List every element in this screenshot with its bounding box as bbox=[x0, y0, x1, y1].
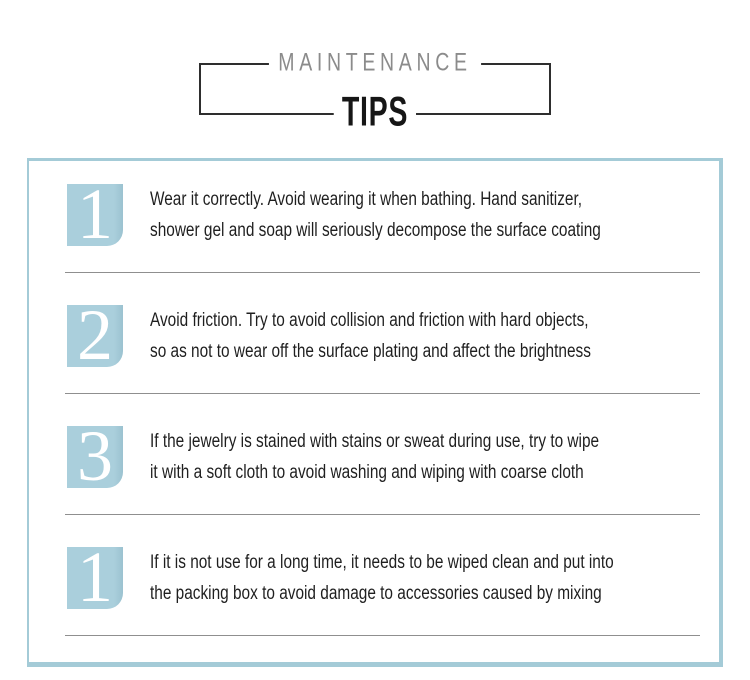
tip-number-badge-2: 2 bbox=[67, 305, 123, 367]
tip-2-line-2: so as not to wear off the surface plating and affect the brightness bbox=[150, 341, 591, 362]
tip-row-4 bbox=[65, 537, 700, 617]
tips-panel bbox=[27, 158, 723, 667]
tip-number-badge-4: 1 bbox=[67, 547, 123, 609]
divider-4 bbox=[65, 635, 700, 636]
tip-1-line-1: Wear it correctly. Avoid wearing it when bathing. Hand sanitizer, bbox=[150, 189, 582, 210]
title-tips: TIPS bbox=[334, 89, 417, 135]
divider-2 bbox=[65, 393, 700, 394]
tip-row-2 bbox=[65, 295, 700, 375]
divider-1 bbox=[65, 272, 700, 273]
tip-4-line-1: If it is not use for a long time, it needs to be wiped clean and put into bbox=[150, 552, 614, 573]
tip-row-3 bbox=[65, 416, 700, 496]
tip-text-3 bbox=[150, 426, 599, 488]
tip-text-4 bbox=[150, 547, 614, 609]
tip-number-badge-1: 1 bbox=[67, 184, 123, 246]
tip-3-line-2: it with a soft cloth to avoid washing and wiping with coarse cloth bbox=[150, 462, 584, 483]
tip-text-1 bbox=[150, 184, 601, 246]
tip-3-line-1: If the jewelry is stained with stains or sweat during use, try to wipe bbox=[150, 431, 600, 452]
divider-3 bbox=[65, 514, 700, 515]
tip-2-line-1: Avoid friction. Try to avoid collision and friction with hard objects, bbox=[150, 310, 589, 331]
tip-text-2 bbox=[150, 305, 591, 367]
title-frame bbox=[199, 48, 551, 135]
tip-number-badge-3: 3 bbox=[67, 426, 123, 488]
tip-4-line-2: the packing box to avoid damage to accessories caused by mixing bbox=[150, 583, 602, 604]
tip-row-1 bbox=[65, 174, 700, 254]
title-maintenance: MAINTENANCE bbox=[269, 49, 481, 78]
tip-1-line-2: shower gel and soap will seriously decompose the surface coating bbox=[150, 220, 601, 241]
